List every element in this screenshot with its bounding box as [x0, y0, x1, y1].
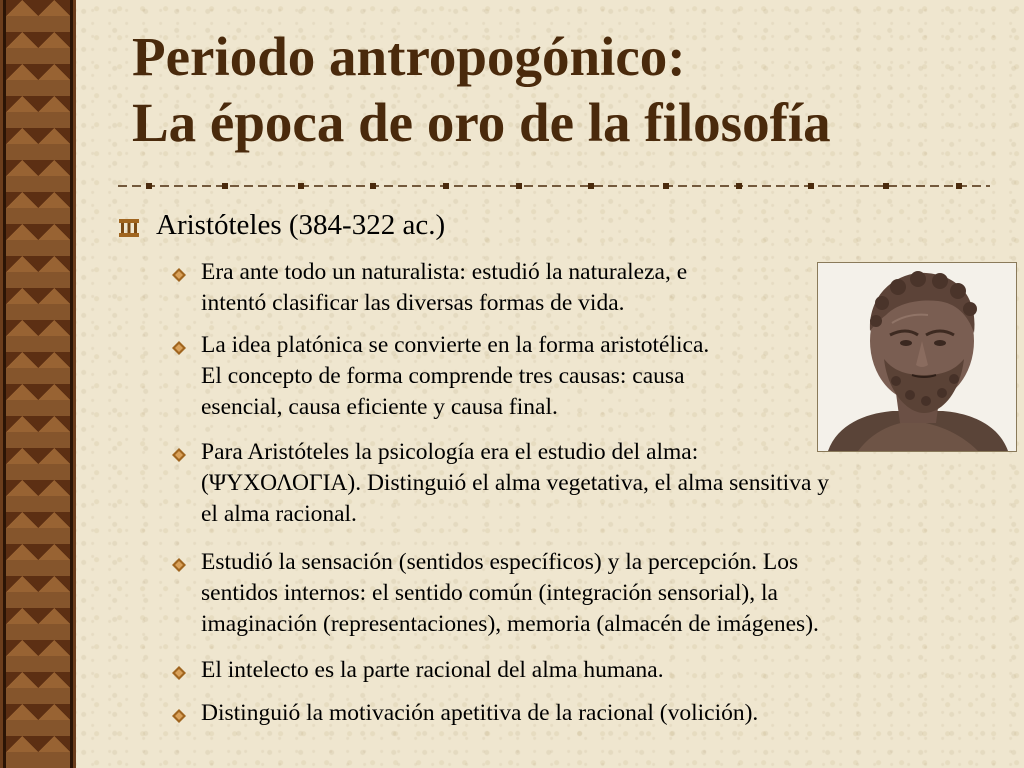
bust-illustration-icon [818, 263, 1016, 451]
diamond-bullet-icon [172, 341, 186, 355]
dashed-divider [118, 183, 990, 189]
sub-bullet-4-line-1: Estudió la sensación (sentidos específicos) y la percepción. Los [201, 549, 799, 575]
sub-bullet-2-line-1: La idea platónica se convierte en la forma aristotélica. [201, 332, 710, 358]
sub-bullet-1-line-2: intentó clasificar las diversas formas de vida. [201, 290, 625, 316]
diamond-bullet-icon [172, 268, 186, 282]
sub-bullet-3-line-3: el alma racional. [201, 501, 357, 527]
sub-bullet-1-line-1: Era ante todo un naturalista: estudió la naturaleza, e [201, 259, 688, 285]
diamond-bullet-icon [172, 666, 186, 680]
sub-bullet-6-line-1: Distinguió la motivación apetitiva de la racional (volición). [201, 700, 759, 726]
main-bullet-text: Aristóteles (384-322 ac.) [156, 209, 446, 241]
sub-bullet-3-line-2: (ΨΥΧΟΛΟΓΙΑ). Distinguió el alma vegetativa, el alma sensitiva y [201, 470, 829, 496]
slide-title [132, 24, 992, 156]
column-bullet-icon [118, 218, 140, 238]
decorative-left-border [0, 0, 76, 768]
sub-bullet-3-line-1: Para Aristóteles la psicología era el estudio del alma: [201, 439, 699, 465]
sub-bullet-4-line-2: sentidos internos: el sentido común (integración sensorial), la [201, 580, 778, 606]
sub-bullet-2-line-2: El concepto de forma comprende tres causas: causa [201, 363, 685, 389]
aristotle-bust-image [817, 262, 1017, 452]
diamond-bullet-icon [172, 448, 186, 462]
sub-bullet-5-line-1: El intelecto es la parte racional del alma humana. [201, 657, 664, 683]
sub-bullet-4-line-3: imaginación (representaciones), memoria (almacén de imágenes). [201, 611, 819, 637]
diamond-bullet-icon [172, 558, 186, 572]
diamond-bullet-icon [172, 709, 186, 723]
title-line-2: La época de oro de la filosofía [132, 92, 831, 153]
title-line-1: Periodo antropogónico: [132, 26, 686, 87]
sub-bullet-2-line-3: esencial, causa eficiente y causa final. [201, 394, 558, 420]
